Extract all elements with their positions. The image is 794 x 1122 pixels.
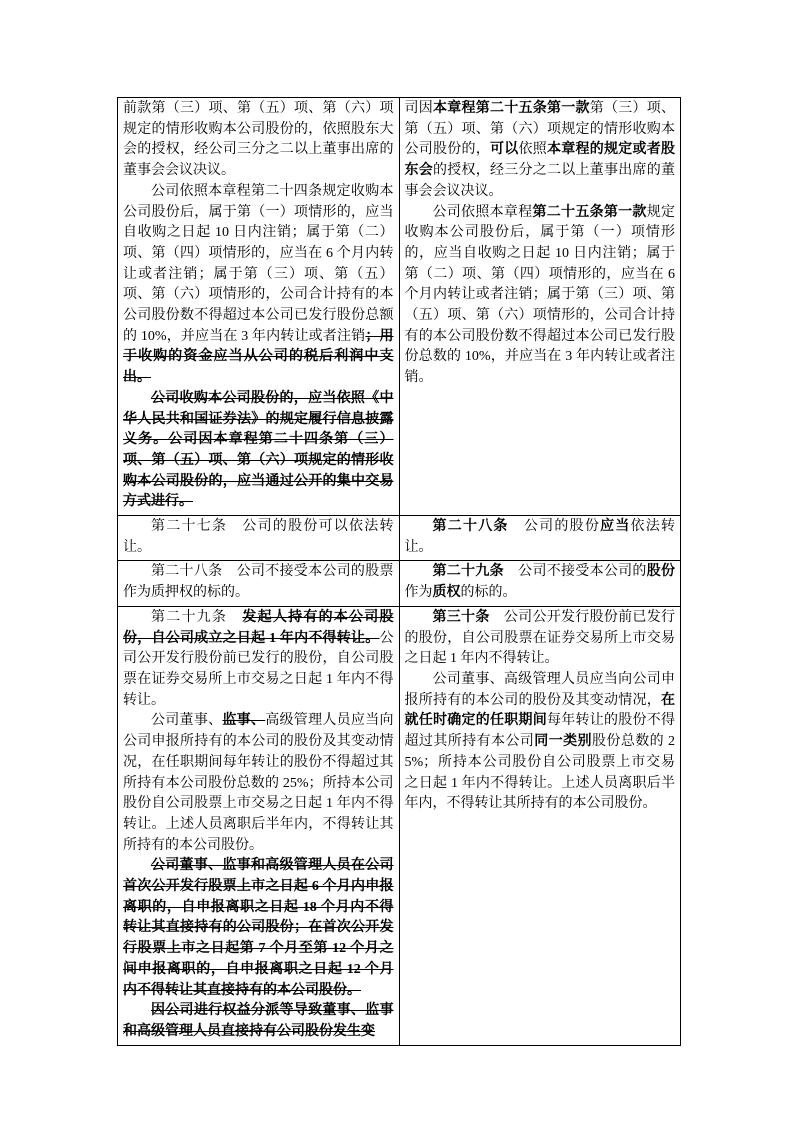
paragraph — [123, 1001, 394, 1042]
text-run: 在就任时确定的任职期间 — [404, 692, 675, 729]
text-run: 第三十条 — [432, 609, 490, 625]
text-run: 同一类别 — [534, 734, 592, 750]
table-row — [118, 561, 681, 606]
text-run: 的授权，经三分之二以上董事出席的董事会会议决议。 — [404, 163, 675, 199]
text-run: 第二十八条 公司不接受本公司的股票作为质押权的标的。 — [123, 564, 394, 601]
text-run: 公司依照本章程 — [432, 204, 533, 220]
text-run: 公司收购本公司股份的，应当依照《中华人民共和国证券法》的规定履行信息披露义务。公司因本章程第二十四条第（三）项、第（五）项、第（六）项规定的情形收购本公司股份的，应当通过公开的集中交易方式进行。 — [123, 390, 394, 510]
text-run: 第二十九条 — [151, 609, 243, 625]
paragraph — [405, 562, 676, 603]
text-run: 股份总数的 25%；所持本公司股份自公司股票上市交易之日起 1 年内不得转让。上述人员离职后半年内，不得转让其所持有的本公司股份。 — [404, 734, 676, 812]
text-run: 前款第（三）项、第（五）项、第（六）项规定的情形收购本公司股份的，依照股东大会的授权，经公司三分之二以上董事出席的董事会会议决议。 — [123, 101, 394, 179]
paragraph — [405, 608, 676, 670]
text-run: 本章程的规定或者股东会 — [404, 142, 675, 179]
paragraph — [405, 517, 676, 558]
text-run: 第二十八条 — [432, 519, 509, 535]
text-run: ；用于收购的资金应当从公司的税后利润中支出。 — [123, 328, 394, 386]
text-run: 公司董事、监事和高级管理人员在公司首次公开发行股票上市之日起 6 个月内申报离职的，自申报离职之日起 18 个月内不得转让其直接持有的公司股份；在首次公开发行股票上市之日起第 7 个月至第 12 个月之间申报离职的，自申报离职之日起 12 个月内不得转让其直接持有的本公司股份。 — [123, 858, 394, 998]
text-run: 可以 — [490, 142, 519, 158]
table-cell-right — [399, 561, 681, 606]
table-cell-left — [118, 561, 400, 606]
paragraph — [123, 711, 394, 856]
text-run: 第二十七条 公司的股份可以依法转让。 — [123, 519, 394, 555]
paragraph — [123, 389, 394, 513]
table-row — [118, 98, 681, 516]
text-run: 第二十五条第一款 — [532, 204, 647, 220]
table-cell-right — [399, 606, 681, 1045]
table-cell-right — [399, 98, 681, 516]
text-run: 依法转让。 — [404, 519, 676, 555]
text-run: 规定收购本公司股份后，属于第（一）项情形的，应当自收购之日起 10 日内注销；属于第（二）项、第（四）项情形的，应当在 6 个月内转让或者注销；属于第（三）项、第（五）项、第（六）项情形的，公司合计持有的本公司股份数不得超过本公司已发行股份总数的 10%，并应当在 3 年内转让或者注销。 — [404, 204, 675, 386]
text-run: 公司公开发行股份前已发行的股份，自公司股票在证券交易所上市交易之日起 1 年内不得转让。 — [404, 609, 675, 667]
table-cell-right — [399, 516, 681, 561]
text-run: 第二十九条 — [432, 564, 504, 580]
paragraph — [123, 99, 394, 182]
table-row — [118, 606, 681, 1045]
text-run: 高级管理人员应当向公司申报所持有的本公司的股份及其变动情况，在任职期间每年转让的股份不得超过其所持有本公司股份总数的 25%；所持本公司股份自公司股票上市交易之日起 1 年内不得转让。上述人员离职后半年内，不得转让其所持有的本公司股份。 — [123, 713, 394, 853]
text-run: 应当 — [600, 519, 631, 535]
table-cell-left — [118, 516, 400, 561]
paragraph — [123, 517, 394, 558]
text-run: 股份 — [646, 564, 675, 580]
paragraph — [123, 182, 394, 389]
text-run: 公司公开发行股份前已发行的股份，自公司股票在证券交易所上市交易之日起 1 年内不得转让。 — [123, 630, 394, 708]
text-run: 公司董事、高级管理人员应当向公司申报所持有的本公司的股份及其变动情况， — [404, 671, 675, 708]
text-run: 质权 — [432, 585, 461, 601]
paragraph — [405, 203, 676, 389]
text-run: 每年转让的股份不得超过其所持有本公司 — [404, 713, 675, 750]
table-cell-left — [118, 606, 400, 1045]
text-run: 发起人持有的本公司股份，自公司成立之日起 1 年内不得转让。 — [123, 609, 394, 646]
paragraph — [123, 608, 394, 712]
paragraph — [123, 562, 394, 603]
charter-comparison-table — [117, 97, 681, 1046]
comparison-table-body — [118, 98, 681, 1046]
paragraph — [405, 670, 676, 815]
text-run: 依照 — [518, 142, 547, 158]
text-run: 公司的股份 — [508, 519, 601, 535]
text-run: 公司董事、 — [151, 713, 223, 729]
text-run: 司因 — [404, 101, 433, 116]
text-run: 监事、 — [222, 713, 266, 729]
paragraph — [123, 856, 394, 1001]
text-run: 公司不接受本公司的 — [503, 564, 647, 580]
paragraph — [405, 99, 676, 203]
text-run: 第（三）项、第（五）项、第（六）项规定的情形收购本公司股份的， — [404, 101, 675, 158]
table-cell-left — [118, 98, 400, 516]
text-run: 本章程第二十五条第一款 — [433, 101, 590, 116]
text-run: 的标的。 — [460, 585, 517, 601]
text-run: 作为 — [404, 585, 433, 601]
text-run: 公司依照本章程第二十四条规定收购本公司股份后，属于第（一）项情形的，应当自收购之日起 10 日内注销；属于第（二）项、第（四）项情形的，应当在 6 个月内转让或者注销；属于第（三）项、第（五）项、第（六）项情形的，公司合计持有的本公司股份数不得超过本公司已发行股份总额的 10%，并应当在 3 年内转让或者注销 — [123, 183, 394, 344]
text-run: 因公司进行权益分派等导致董事、监事和高级管理人员直接持有公司股份发生变 — [123, 1003, 394, 1039]
table-row — [118, 516, 681, 561]
